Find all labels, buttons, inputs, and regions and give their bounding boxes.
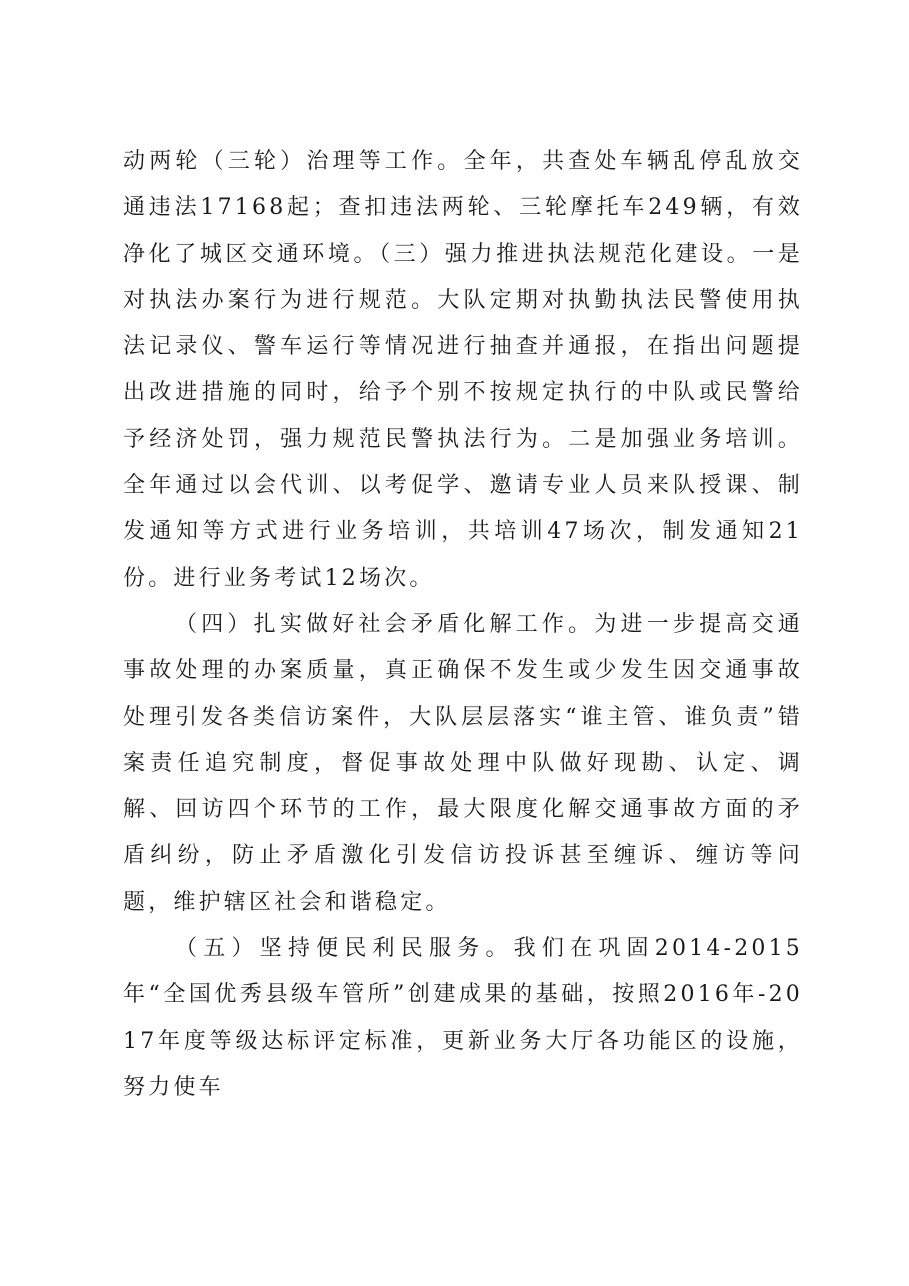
document-body (123, 139, 803, 1111)
paragraph-section-four: （四）扎实做好社会矛盾化解工作。为进一步提高交通事故处理的办案质量，真正确保不发生或少发生因交通事故处理引发各类信访案件，大队层层落实“谁主管、谁负责”错案责任追究制度，督促事故处理中队做好现勘、认定、调解、回访四个环节的工作，最大限度化解交通事故方面的矛盾纠纷，防止矛盾激化引发信访投诉甚至缠诉、缠访等问题，维护辖区社会和谐稳定。 (123, 611, 803, 915)
paragraph-section-five: （五）坚持便民利民服务。我们在巩固2014-2015年“全国优秀县级车管所”创建成果的基础，按照2016年-2017年度等级达标评定标准，更新业务大厅各功能区的设施，努力使车 (123, 936, 803, 1100)
paragraph-continuation: 动两轮（三轮）治理等工作。全年，共查处车辆乱停乱放交通违法17168起；查扣违法两轮、三轮摩托车249辆，有效净化了城区交通环境。（三）强力推进执法规范化建设。一是对执法办案行为进行规范。大队定期对执勤执法民警使用执法记录仪、警车运行等情况进行抽查并通报，在指出问题提出改进措施的同时，给予个别不按规定执行的中队或民警给予经济处罚，强力规范民警执法行为。二是加强业务培训。全年通过以会代训、以考促学、邀请专业人员来队授课、制发通知等方式进行业务培训，共培训47场次，制发通知21份。进行业务考试12场次。 (123, 149, 803, 591)
